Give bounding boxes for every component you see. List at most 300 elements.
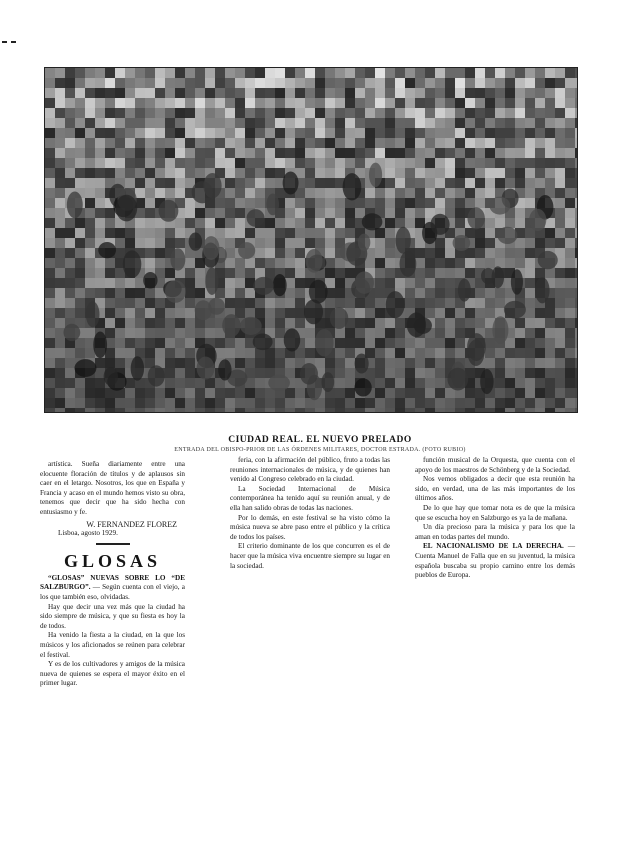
photo-tile [145, 108, 155, 118]
photo-tile [505, 138, 515, 148]
crowd-figure [143, 272, 157, 289]
photo-tile [65, 358, 75, 368]
photo-tile [185, 218, 195, 228]
photo-tile [525, 408, 535, 412]
photo-tile [305, 228, 315, 238]
photo-tile [85, 88, 95, 98]
photo-tile [565, 408, 575, 412]
photo-tile [385, 228, 395, 238]
photo-tile [565, 188, 575, 198]
photo-tile [45, 108, 55, 118]
crowd-figure [253, 277, 274, 295]
photo-tile [165, 128, 175, 138]
crowd-figure [538, 251, 558, 269]
photo-tile [385, 138, 395, 148]
photo-tile [425, 208, 435, 218]
photo-tile [55, 68, 65, 78]
photo-tile [95, 98, 105, 108]
photo-tile [135, 228, 145, 238]
photo-tile [415, 338, 425, 348]
crowd-figure [222, 314, 240, 337]
photo-tile [145, 68, 155, 78]
photo-tile [215, 228, 225, 238]
crowd-figure [273, 274, 287, 296]
photo-tile [205, 158, 215, 168]
photo-tile [255, 88, 265, 98]
photo-tile [405, 138, 415, 148]
photo-tile [45, 168, 55, 178]
photo-tile [85, 118, 95, 128]
photo-tile [165, 358, 175, 368]
photo-tile [115, 298, 125, 308]
photo-tile [575, 338, 577, 348]
photo-tile [195, 328, 205, 338]
photo-tile [55, 378, 65, 388]
photo-tile [445, 158, 455, 168]
photo-tile [275, 228, 285, 238]
photo-tile [305, 108, 315, 118]
photo-tile [45, 238, 55, 248]
photo-tile [565, 298, 575, 308]
photo-tile [465, 128, 475, 138]
photo-tile [105, 218, 115, 228]
photo-tile [425, 178, 435, 188]
photo-tile [505, 168, 515, 178]
photo-tile [255, 358, 265, 368]
photo-caption-subtitle: ENTRADA DEL OBISPO-PRIOR DE LAS ÓRDENES MILITARES, DOCTOR ESTRADA. (FOTO RUBIO) [174, 447, 466, 453]
photo-tile [525, 268, 535, 278]
photo-tile [75, 88, 85, 98]
photo-tile [555, 138, 565, 148]
crowd-figure [489, 197, 510, 215]
photo-tile [235, 298, 245, 308]
photo-tile [95, 68, 105, 78]
photo-tile [495, 148, 505, 158]
photo-tile [145, 338, 155, 348]
photo-tile [205, 68, 215, 78]
article-text: Ha venido la fiesta a la ciudad, en la que los músicos y los aficionados se reúnen para celebrar el festival. [40, 631, 185, 659]
article-text: Hay que decir una vez más que la ciudad ha sido siempre de música, y que su fiesta es hoy la de todos. [40, 602, 185, 630]
crowd-figure [369, 163, 382, 188]
photo-tile [165, 238, 175, 248]
photo-tile [415, 198, 425, 208]
photo-tile [315, 138, 325, 148]
photo-tile [485, 188, 495, 198]
photo-tile [475, 298, 485, 308]
photo-tile [475, 128, 485, 138]
photo-tile [195, 108, 205, 118]
photo-tile [135, 148, 145, 158]
photo-tile [225, 188, 235, 198]
photo-tile [375, 278, 385, 288]
photo-tile [405, 88, 415, 98]
photo-tile [535, 328, 545, 338]
photo-tile [425, 368, 435, 378]
photo-tile [355, 198, 365, 208]
photo-tile [345, 128, 355, 138]
photo-tile [495, 348, 505, 358]
photo-tile [395, 408, 405, 412]
photo-tile [535, 138, 545, 148]
photo-tile [325, 358, 335, 368]
photo-tile [255, 138, 265, 148]
photo-tile [435, 68, 445, 78]
photo-tile [425, 348, 435, 358]
photo-tile [505, 368, 515, 378]
photo-tile [555, 338, 565, 348]
photo-tile [115, 78, 125, 88]
photo-tile [385, 408, 395, 412]
photo-tile [465, 178, 475, 188]
photo-tile [365, 318, 375, 328]
photo-tile [125, 338, 135, 348]
photo-tile [555, 178, 565, 188]
photo-tile [245, 408, 255, 412]
photo-tile [275, 218, 285, 228]
photo-tile [75, 218, 85, 228]
photo-tile [535, 148, 545, 158]
photo-tile [545, 118, 555, 128]
photo-tile [175, 78, 185, 88]
photo-tile [295, 278, 305, 288]
photo-tile [85, 268, 95, 278]
photo-tile [555, 378, 565, 388]
crowd-figure [63, 324, 80, 341]
crowd-figure [238, 242, 255, 259]
photo-tile [105, 128, 115, 138]
photo-tile [495, 118, 505, 128]
photo-tile [175, 148, 185, 158]
photo-tile [205, 128, 215, 138]
photo-tile [575, 388, 577, 398]
photo-tile [125, 278, 135, 288]
photo-tile [55, 368, 65, 378]
photo-tile [185, 388, 195, 398]
photo-tile [275, 248, 285, 258]
photo-tile [435, 148, 445, 158]
photo-tile [375, 138, 385, 148]
photo-tile [165, 338, 175, 348]
photo-tile [265, 258, 275, 268]
photo-tile [525, 338, 535, 348]
photo-tile [205, 118, 215, 128]
photo-tile [515, 218, 525, 228]
photo-tile [305, 68, 315, 78]
photo-tile [265, 138, 275, 148]
photo-tile [265, 248, 275, 258]
photo-tile [225, 218, 235, 228]
photo-tile [185, 398, 195, 408]
photo-tile [565, 318, 575, 328]
photo-tile [565, 138, 575, 148]
photo-tile [115, 128, 125, 138]
photo-tile [385, 98, 395, 108]
photo-tile [505, 348, 515, 358]
photo-tile [215, 78, 225, 88]
photo-tile [415, 298, 425, 308]
photo-tile [445, 318, 455, 328]
photo-tile [245, 258, 255, 268]
photo-tile [335, 128, 345, 138]
photo-tile [165, 108, 175, 118]
photo-tile [455, 148, 465, 158]
photo-tile [395, 358, 405, 368]
photo-tile [265, 298, 275, 308]
photo-tile [425, 258, 435, 268]
photo-tile [125, 388, 135, 398]
photo-tile [525, 188, 535, 198]
photo-tile [295, 238, 305, 248]
photo-tile [185, 368, 195, 378]
photo-tile [135, 298, 145, 308]
photo-tile [215, 138, 225, 148]
column-right [415, 456, 575, 581]
photo-tile [395, 368, 405, 378]
photo-tile [445, 128, 455, 138]
photo-tile [45, 268, 55, 278]
photo-tile [145, 348, 155, 358]
photo-tile [565, 178, 575, 188]
photo-tile [555, 158, 565, 168]
photo-tile [365, 98, 375, 108]
photo-tile [125, 328, 135, 338]
photo-tile [425, 118, 435, 128]
photo-tile [575, 148, 577, 158]
photo-tile [155, 308, 165, 318]
photo-tile [125, 348, 135, 358]
photo-tile [295, 138, 305, 148]
photo-tile [135, 408, 145, 412]
photo-tile [465, 88, 475, 98]
photo-tile [345, 88, 355, 98]
photo-tile [155, 88, 165, 98]
photo-tile [535, 368, 545, 378]
photo-tile [65, 218, 75, 228]
photo-tile [165, 148, 175, 158]
photo-tile [295, 228, 305, 238]
photo-tile [295, 398, 305, 408]
crowd-figure [480, 369, 493, 394]
photo-tile [85, 348, 95, 358]
photo-tile [65, 158, 75, 168]
crowd-figure [75, 359, 97, 377]
photo-tile [255, 408, 265, 412]
crowd-figure [355, 271, 374, 293]
photo-tile [525, 318, 535, 328]
dateline: Lisboa, agosto 1929. [58, 529, 118, 538]
photo-tile [185, 268, 195, 278]
photo-tile [215, 388, 225, 398]
photo-tile [565, 68, 575, 78]
photo-tile [95, 178, 105, 188]
photo-tile [125, 148, 135, 158]
photo-tile [85, 288, 95, 298]
photo-tile [515, 338, 525, 348]
photo-tile [175, 338, 185, 348]
photo-tile [145, 158, 155, 168]
photo-tile [115, 328, 125, 338]
photo-tile [455, 328, 465, 338]
photo-tile [375, 188, 385, 198]
photo-tile [445, 298, 455, 308]
photo-tile [485, 288, 495, 298]
crowd-figure [447, 368, 468, 391]
photo-tile [415, 128, 425, 138]
photo-tile [105, 398, 115, 408]
photo-tile [65, 98, 75, 108]
photo-tile [305, 88, 315, 98]
photo-tile [255, 118, 265, 128]
photo-tile [55, 388, 65, 398]
photo-tile [85, 138, 95, 148]
photo-tile [325, 218, 335, 228]
crowd-figure [116, 195, 137, 222]
photo-tile [265, 168, 275, 178]
crowd-figure [131, 356, 144, 380]
photo-tile [335, 88, 345, 98]
photo-tile [195, 278, 205, 288]
photo-tile [435, 158, 445, 168]
photo-tile [385, 258, 395, 268]
photo-tile [525, 368, 535, 378]
photo-tile [385, 388, 395, 398]
photo-tile [465, 138, 475, 148]
photo-tile [475, 68, 485, 78]
photo-tile [195, 128, 205, 138]
photo-tile [395, 68, 405, 78]
photo-tile [455, 178, 465, 188]
photo-tile [415, 88, 425, 98]
photo-tile [425, 248, 435, 258]
photo-tile [315, 228, 325, 238]
photo-tile [565, 398, 575, 408]
photo-tile [395, 328, 405, 338]
photo-tile [525, 198, 535, 208]
photo-tile [175, 368, 185, 378]
photo-tile [565, 198, 575, 208]
photo-tile [95, 288, 105, 298]
photo-tile [85, 388, 95, 398]
photo-tile [255, 228, 265, 238]
photo-tile [365, 338, 375, 348]
photo-tile [85, 238, 95, 248]
photo-caption-title: CIUDAD REAL. EL NUEVO PRELADO [228, 435, 412, 445]
photo-tile [105, 288, 115, 298]
photo-tile [145, 188, 155, 198]
photo-tile [555, 278, 565, 288]
crowd-figure [93, 332, 107, 359]
photo-tile [535, 378, 545, 388]
photo-tile [575, 138, 577, 148]
photo-tile [255, 238, 265, 248]
article-text: — Cuenta Manuel de Falla que en su juventud, la música española buscaba su propio camino entre los demás pueblos de Europa. [415, 542, 575, 580]
photo-tile [235, 108, 245, 118]
photo-tile [375, 388, 385, 398]
photo-tile [115, 98, 125, 108]
photo-tile [425, 78, 435, 88]
photo-tile [325, 208, 335, 218]
crowd-figure [343, 173, 362, 200]
photo-tile [575, 308, 577, 318]
photo-tile [55, 158, 65, 168]
photo-tile [485, 358, 495, 368]
photo-tile [565, 308, 575, 318]
crowd-figure [170, 248, 185, 270]
photo-tile [145, 138, 155, 148]
photo-tile [245, 118, 255, 128]
photo-tile [425, 288, 435, 298]
photo-tile [135, 108, 145, 118]
photo-tile [515, 108, 525, 118]
photo-tile [115, 318, 125, 328]
photo-tile [225, 238, 235, 248]
photo-tile [235, 168, 245, 178]
photo-tile [65, 68, 75, 78]
photo-tile [455, 68, 465, 78]
photo-tile [75, 408, 85, 412]
photo-tile [265, 68, 275, 78]
photo-tile [125, 228, 135, 238]
photo-tile [135, 218, 145, 228]
crowd-figure [400, 251, 417, 277]
photo-tile [405, 288, 415, 298]
photo-tile [325, 98, 335, 108]
photo-tile [445, 338, 455, 348]
photo-tile [415, 288, 425, 298]
photo-tile [305, 78, 315, 88]
photo-tile [135, 158, 145, 168]
photo-tile [505, 158, 515, 168]
photo-tile [205, 138, 215, 148]
photo-tile [55, 278, 65, 288]
photo-tile [135, 318, 145, 328]
photo-tile [165, 268, 175, 278]
photo-tile [485, 238, 495, 248]
photo-tile [535, 388, 545, 398]
crowd-figure [240, 317, 262, 335]
photo-tile [125, 98, 135, 108]
photo-tile [555, 298, 565, 308]
crowd-figure [358, 234, 370, 251]
column-middle [230, 456, 390, 571]
photo-tile [565, 228, 575, 238]
photo-tile [515, 158, 525, 168]
photo-tile [425, 148, 435, 158]
photo-tile [345, 378, 355, 388]
photo-tile [575, 98, 577, 108]
photo-tile [455, 338, 465, 348]
photo-tile [525, 378, 535, 388]
photo-tile [335, 68, 345, 78]
photo-tile [375, 368, 385, 378]
photo-tile [505, 118, 515, 128]
photo-tile [565, 108, 575, 118]
photo-tile [275, 238, 285, 248]
crowd-figure [123, 250, 141, 278]
photo-tile [245, 68, 255, 78]
photo-tile [575, 238, 577, 248]
photo-tile [155, 318, 165, 328]
photo-tile [235, 88, 245, 98]
photo-tile [155, 238, 165, 248]
photo-tile [335, 398, 345, 408]
photo-tile [575, 168, 577, 178]
photo-tile [465, 168, 475, 178]
photo-tile [55, 128, 65, 138]
crowd-figure [511, 269, 523, 294]
photo-tile [565, 118, 575, 128]
photo-tile [465, 78, 475, 88]
